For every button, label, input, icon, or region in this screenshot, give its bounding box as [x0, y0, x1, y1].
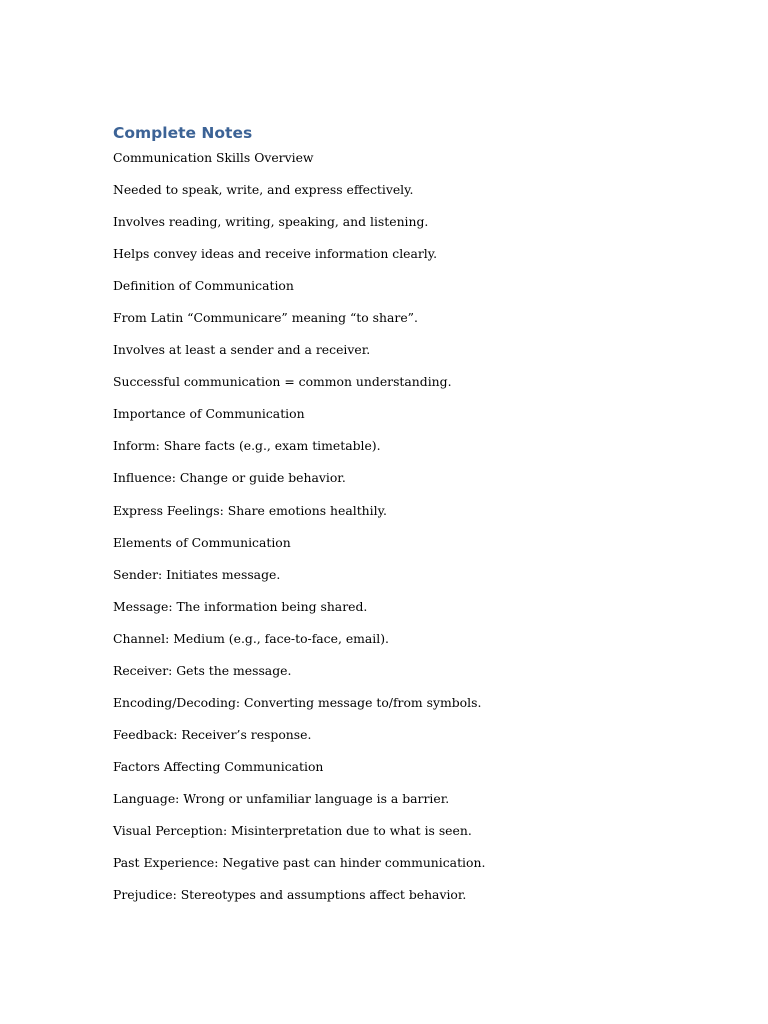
note-line: Channel: Medium (e.g., face-to-face, email).: [113, 630, 390, 646]
note-line: Elements of Communication: [113, 534, 291, 550]
note-line: Visual Perception: Misinterpretation due to what is seen.: [113, 822, 472, 838]
note-line: Feedback: Receiver’s response.: [113, 726, 312, 742]
note-line: Encoding/Decoding: Converting message to/from symbols.: [113, 694, 482, 710]
note-line: Express Feelings: Share emotions healthily.: [113, 502, 387, 518]
note-line: From Latin “Communicare” meaning “to share”.: [113, 310, 418, 326]
note-line: Importance of Communication: [113, 406, 305, 422]
note-line: Definition of Communication: [113, 278, 294, 294]
note-line: Needed to speak, write, and express effectively.: [113, 182, 414, 198]
note-line: Communication Skills Overview: [113, 150, 314, 165]
note-line: Helps convey ideas and receive information clearly.: [113, 246, 438, 262]
document-heading: Complete Notes: [113, 124, 253, 142]
note-line: Influence: Change or guide behavior.: [113, 470, 346, 486]
note-line: Inform: Share facts (e.g., exam timetable).: [113, 438, 381, 454]
note-line: Involves reading, writing, speaking, and listening.: [113, 214, 429, 230]
note-line: Successful communication = common understanding.: [113, 374, 452, 390]
note-line: Receiver: Gets the message.: [113, 662, 292, 678]
notes-list: [113, 148, 485, 917]
note-line: Message: The information being shared.: [113, 598, 368, 614]
note-line: Prejudice: Stereotypes and assumptions affect behavior.: [113, 887, 467, 903]
note-line: Factors Affecting Communication: [113, 758, 324, 774]
note-line: Past Experience: Negative past can hinder communication.: [113, 855, 486, 871]
note-line: Sender: Initiates message.: [113, 566, 281, 582]
note-line: Involves at least a sender and a receiver.: [113, 342, 371, 358]
note-line: Language: Wrong or unfamiliar language is a barrier.: [113, 790, 450, 806]
